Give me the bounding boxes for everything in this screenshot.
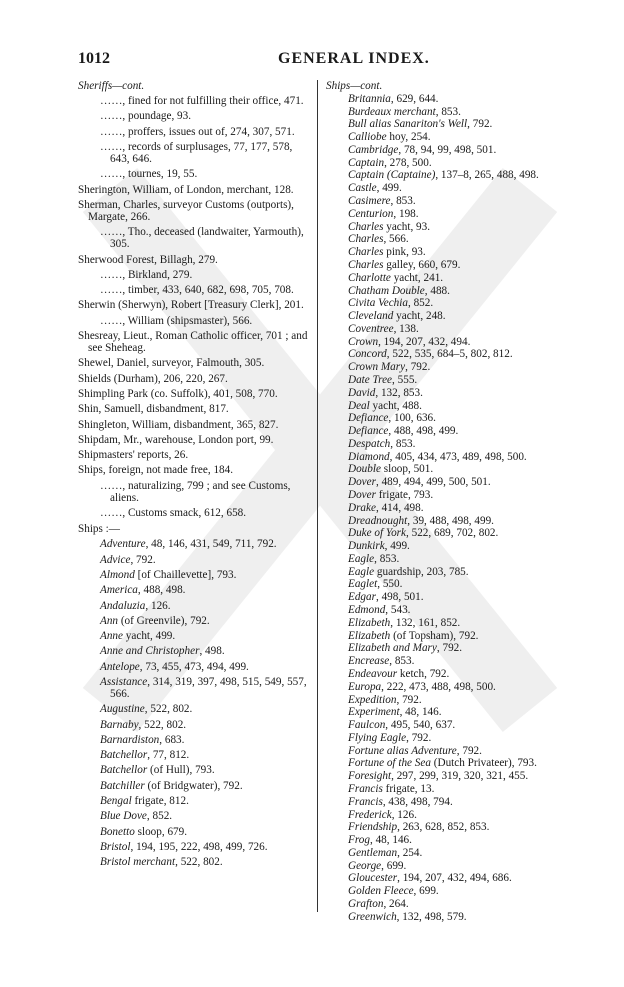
index-entry: Shesreay, Lieut., Roman Catholic officer, 701 ; and see Sheheag. — [78, 330, 308, 355]
ship-references: , 853. — [390, 437, 416, 450]
ship-references: , 522, 802. — [175, 856, 223, 869]
ship-entry — [326, 630, 552, 642]
ship-entry — [326, 655, 552, 667]
ship-name: Anne — [100, 630, 123, 643]
column-divider — [317, 80, 318, 912]
ship-name: Fortune of the Sea — [348, 757, 431, 770]
index-entry: Sherman, Charles, surveyor Customs (outports), Margate, 266. — [78, 198, 294, 223]
ship-references: galley, 660, 679. — [383, 258, 461, 271]
ship-name: Advice — [100, 553, 131, 566]
ship-entry — [78, 569, 310, 581]
ship-references: , 522, 802. — [138, 718, 187, 731]
ship-entry — [326, 885, 552, 897]
ship-name: Eagle — [348, 552, 375, 565]
ship-name: Captain (Captaine) — [348, 169, 436, 182]
ship-references: , 278, 500. — [384, 156, 432, 169]
index-entry: Shields (Durham), 206, 220, 267. — [78, 372, 228, 385]
ship-entry — [326, 668, 552, 680]
ship-references: , 495, 540, 637. — [385, 719, 456, 732]
ship-entry — [326, 706, 552, 718]
ship-references: yacht, 93. — [383, 220, 431, 233]
ship-entry — [326, 796, 552, 808]
ship-entry — [326, 387, 552, 399]
ship-name: Antelope — [100, 660, 140, 673]
ship-references: , 194, 207, 432, 494. — [378, 335, 471, 348]
ship-name: Encrease — [348, 655, 390, 668]
ship-references: (of Hull), 793. — [147, 764, 215, 777]
index-entry: ……, William (shipsmaster), 566. — [100, 314, 253, 327]
ship-references: , 566. — [383, 233, 409, 246]
ship-entry — [326, 821, 552, 833]
ship-name: Date Tree — [348, 373, 393, 386]
ship-references: , 132, 853. — [375, 386, 423, 399]
ship-references: , 852. — [146, 810, 173, 823]
ship-references: , 100, 636. — [388, 412, 436, 425]
ship-references: , 792. — [406, 731, 432, 744]
ship-entry — [326, 834, 552, 846]
ship-entry — [326, 642, 552, 654]
ship-references: , 853. — [390, 195, 416, 208]
index-entry: ……, Customs smack, 612, 658. — [100, 507, 247, 520]
ship-entry — [326, 694, 552, 706]
ship-references: yacht, 488. — [369, 399, 422, 412]
ship-name: Bristol merchant — [100, 856, 176, 869]
ship-name: Charles — [348, 220, 384, 233]
index-entry: Ships, foreign, not made free, 184. — [78, 464, 234, 477]
ship-references: , 132, 498, 579. — [396, 910, 467, 923]
ship-name: Dover — [348, 476, 376, 489]
ship-name: Europa — [348, 680, 382, 693]
ship-references: , 77, 812. — [147, 749, 190, 762]
ship-name: Blue Dove — [100, 810, 147, 823]
ship-references: , 263, 628, 852, 853. — [397, 821, 490, 834]
ship-references: frigate, 13. — [382, 782, 435, 795]
ship-references: , 314, 319, 397, 498, 515, 549, 557, 566. — [110, 675, 307, 701]
ship-name: Defiance — [348, 425, 389, 438]
ship-entry — [326, 898, 552, 910]
index-entry: ……, Birkland, 279. — [100, 268, 193, 281]
ship-entry — [326, 872, 552, 884]
ship-references: , 254. — [397, 846, 423, 859]
ship-references: , 39, 488, 498, 499. — [407, 514, 494, 527]
ship-references: , 699. — [381, 859, 407, 872]
ship-name: Diamond — [348, 450, 390, 463]
ship-entry — [326, 515, 552, 527]
left-entries — [78, 95, 310, 535]
ship-entry — [326, 348, 552, 360]
ship-entry — [78, 703, 310, 715]
ship-name: Captain — [348, 156, 385, 169]
ship-entry — [78, 661, 310, 673]
ship-entry — [326, 246, 552, 258]
ship-references: , 137–8, 265, 488, 498. — [435, 169, 539, 182]
ship-entry — [326, 911, 552, 923]
ship-references: , 405, 434, 473, 489, 498, 500. — [389, 450, 527, 463]
ship-entry — [326, 233, 552, 245]
ship-references: , 699. — [413, 885, 439, 898]
ship-entry — [326, 131, 552, 143]
ship-name: Grafton — [348, 898, 384, 910]
ship-name: Gentleman — [348, 846, 398, 859]
ship-references: , 522, 689, 702, 802. — [406, 527, 499, 540]
ship-name: Defiance — [348, 412, 389, 425]
ship-name: Bristol — [100, 840, 131, 853]
ship-name: Ann — [100, 614, 119, 627]
ship-entry — [326, 476, 552, 488]
ship-entry — [326, 323, 552, 335]
ship-name: Francis — [348, 782, 383, 795]
ship-entry — [78, 719, 310, 731]
ship-name: Casimere — [348, 195, 391, 208]
page-number: 1012 — [78, 50, 110, 67]
ship-references: , 488, 498, 499. — [388, 425, 459, 438]
ship-entry — [326, 106, 552, 118]
ship-name: Anne and Christopher — [100, 645, 200, 658]
ship-entry — [326, 617, 552, 629]
ship-entry — [326, 860, 552, 872]
ship-references: , 498, 501. — [375, 591, 424, 604]
ship-entry — [78, 856, 310, 868]
ship-entry — [326, 847, 552, 859]
ship-name: America — [100, 584, 138, 597]
ship-name: Calliobe — [348, 131, 387, 144]
ship-name: Coventree — [348, 322, 394, 335]
ship-name: Edgar — [348, 591, 376, 604]
ship-references: yacht, 499. — [123, 630, 176, 643]
ship-references: , 48, 146. — [369, 834, 412, 847]
ship-name: Flying Eagle — [348, 731, 407, 744]
ship-entry — [326, 527, 552, 539]
index-entry: ……, timber, 433, 640, 682, 698, 705, 708. — [100, 284, 294, 297]
ship-entry — [326, 783, 552, 795]
index-entry: ……, poundage, 93. — [100, 110, 192, 123]
ship-name: Faulcon — [348, 719, 386, 732]
ship-entry — [326, 208, 552, 220]
ship-entry — [326, 221, 552, 233]
ship-name: Duke of York — [348, 527, 407, 540]
ship-entry — [78, 600, 310, 612]
left-column — [78, 80, 310, 871]
ship-references: frigate, 793. — [375, 489, 434, 501]
index-entry: Shipmasters' reports, 26. — [78, 449, 189, 462]
ship-entry — [326, 195, 552, 207]
ship-name: Fortune alias Adventure — [348, 744, 457, 757]
ship-name: Augustine — [100, 703, 145, 716]
ship-references: , 126. — [145, 599, 171, 612]
ship-name: Cleveland — [348, 310, 394, 323]
ship-entry — [78, 734, 310, 746]
ship-entry — [78, 780, 310, 792]
ship-entry — [326, 745, 552, 757]
ship-name: Elizabeth — [348, 629, 391, 642]
ship-references: (Dutch Privateer), 793. — [430, 757, 537, 770]
ship-references: , 126. — [391, 808, 417, 821]
ship-name: Batchiller — [100, 779, 145, 792]
ship-name: Elizabeth and Mary — [348, 642, 437, 655]
ship-entry — [326, 591, 552, 603]
ship-entry — [78, 645, 310, 657]
ship-references: yacht, 248. — [393, 310, 446, 323]
ship-name: Eagle — [348, 565, 375, 578]
ship-name: Crown — [348, 335, 379, 348]
ship-entry — [326, 361, 552, 373]
ship-name: Frederick — [348, 808, 392, 821]
ship-references: , 792. — [396, 693, 422, 706]
ship-references: sloop, 679. — [134, 825, 188, 838]
ship-references: , 488. — [424, 284, 450, 297]
ship-entry — [78, 795, 310, 807]
ship-name: Despatch — [348, 437, 391, 450]
ship-name: Elizabeth — [348, 616, 391, 629]
ship-name: Charlotte — [348, 271, 391, 284]
ship-references: , 297, 299, 319, 320, 321, 455. — [391, 770, 529, 783]
ship-entry — [78, 841, 310, 853]
index-entry: Shipdam, Mr., warehouse, London port, 99. — [78, 433, 274, 446]
index-entry: ……, Tho., deceased (landwaiter, Yarmouth), 305. — [100, 226, 304, 251]
ship-entry — [78, 554, 310, 566]
ship-references: sloop, 501. — [380, 463, 434, 476]
ship-references: , 853. — [374, 552, 400, 565]
ship-name: George — [348, 859, 382, 872]
ship-references: guardship, 203, 785. — [374, 565, 469, 578]
ship-name: Dover — [348, 489, 376, 501]
index-entry: Ships :— — [78, 523, 120, 536]
ship-entry — [326, 553, 552, 565]
ship-entry — [326, 118, 552, 130]
ship-references: , 683. — [159, 733, 185, 746]
ship-name: Francis — [348, 795, 383, 808]
ship-entry — [326, 169, 552, 181]
ship-entry — [326, 400, 552, 412]
ship-entry — [78, 584, 310, 596]
ship-references: , 522, 535, 684–5, 802, 812. — [386, 348, 513, 361]
ship-name: Civita Vechia — [348, 297, 408, 310]
right-column-heading: Ships—cont. — [326, 80, 383, 92]
ship-entry — [326, 809, 552, 821]
ship-entry — [326, 757, 552, 769]
ship-name: Bengal — [100, 795, 132, 807]
ship-references: , 138. — [393, 322, 419, 335]
ship-references: , 543. — [385, 604, 411, 617]
ship-references: ketch, 792. — [397, 667, 450, 680]
ship-entry — [326, 540, 552, 552]
ship-name: Barnardiston — [100, 733, 160, 746]
ship-references: yacht, 241. — [390, 271, 444, 284]
ship-references: , 48, 146, 431, 549, 711, 792. — [145, 538, 277, 551]
page-header — [78, 44, 548, 70]
ship-name: Charles — [348, 246, 384, 259]
ship-entry — [78, 826, 310, 838]
ship-name: Charles — [348, 258, 384, 271]
ship-entry — [326, 259, 552, 271]
left-ship-list — [78, 538, 310, 868]
ship-entry — [326, 285, 552, 297]
ship-entry — [78, 810, 310, 822]
ship-references: , 414, 498. — [375, 501, 424, 514]
ship-name: Expedition — [348, 693, 397, 706]
ship-entry — [78, 615, 310, 627]
ship-references: , 198. — [393, 207, 419, 220]
ship-name: Almond — [100, 568, 135, 581]
ship-name: Adventure — [100, 538, 146, 551]
ship-entry — [326, 336, 552, 348]
ship-entry — [326, 272, 552, 284]
ship-name: Barnaby — [100, 718, 139, 731]
ship-references: , 194, 207, 432, 494, 686. — [397, 872, 512, 885]
ship-name: Friendship — [348, 821, 398, 834]
ship-entry — [326, 93, 552, 105]
ship-references: , 499. — [384, 540, 410, 553]
ship-name: Endeavour — [348, 667, 398, 680]
ship-name: Charles — [348, 233, 384, 246]
index-entry: ……, records of surplusages, 77, 177, 578, 643, 646. — [100, 140, 293, 166]
index-entry: ……, fined for not fulfilling their office, 471. — [100, 95, 304, 108]
ship-entry — [78, 676, 310, 700]
ship-references: , 498. — [199, 645, 225, 658]
ship-name: Britannia — [348, 92, 391, 105]
ship-references: , 792. — [467, 118, 493, 131]
ship-entry — [326, 578, 552, 590]
ship-entry — [326, 144, 552, 156]
right-column — [326, 80, 552, 924]
ship-references: , 78, 94, 99, 498, 501. — [398, 143, 497, 156]
ship-entry — [326, 438, 552, 450]
ship-entry — [326, 412, 552, 424]
ship-name: Experiment — [348, 706, 400, 719]
ship-name: Concord — [348, 348, 387, 361]
right-ship-list — [326, 93, 552, 923]
ship-references: (of Greenvile), 792. — [118, 614, 210, 627]
ship-name: Chatham Double — [348, 284, 425, 297]
ship-references: , 48, 146. — [399, 706, 442, 719]
ship-entry — [326, 719, 552, 731]
ship-name: Drake — [348, 501, 376, 514]
ship-name: David — [348, 386, 376, 399]
ship-name: Double — [348, 463, 381, 476]
ship-references: , 852. — [407, 297, 434, 310]
ship-name: Dreadnought — [348, 514, 408, 527]
ship-references: [of Chaillevette], 793. — [134, 568, 237, 581]
ship-references: , 555. — [392, 373, 418, 386]
index-entry: Sherington, William, of London, merchant, 128. — [78, 183, 294, 196]
ship-entry — [326, 770, 552, 782]
ship-name: Cambridge — [348, 143, 399, 156]
ship-name: Bull alias Sanariton's Well — [348, 118, 468, 131]
index-entry: Shingleton, William, disbandment, 365, 827. — [78, 418, 279, 431]
index-entry: Sherwood Forest, Billagh, 279. — [78, 253, 218, 266]
ship-references: , 489, 494, 499, 500, 501. — [375, 476, 491, 489]
ship-entry — [326, 310, 552, 322]
ship-name: Edmond — [348, 604, 386, 617]
ship-name: Burdeaux merchant — [348, 105, 436, 118]
ship-name: Batchellor — [100, 749, 148, 762]
ship-name: Crown Mary — [348, 361, 406, 374]
ship-entry — [326, 297, 552, 309]
ship-entry — [326, 604, 552, 616]
ship-entry — [326, 182, 552, 194]
ship-references: (of Bridgwater), 792. — [144, 779, 243, 792]
ship-name: Assistance — [100, 675, 148, 688]
running-title: GENERAL INDEX. — [278, 50, 430, 67]
ship-name: Eaglet — [348, 578, 378, 591]
ship-entry — [326, 451, 552, 463]
ship-references: , 792. — [405, 361, 431, 374]
ship-entry — [78, 538, 310, 550]
ship-entry — [78, 764, 310, 776]
ship-entry — [78, 749, 310, 761]
ship-entry — [326, 502, 552, 514]
ship-references: , 792. — [130, 553, 156, 566]
ship-references: , 438, 498, 794. — [382, 795, 453, 808]
ship-name: Batchellor — [100, 764, 148, 777]
ship-name: Dunkirk — [348, 540, 385, 553]
ship-entry — [326, 566, 552, 578]
ship-references: , 792. — [436, 642, 463, 655]
ship-name: Bonetto — [100, 825, 135, 838]
ship-references: , 194, 195, 222, 498, 499, 726. — [130, 840, 268, 853]
ship-references: , 629, 644. — [390, 92, 439, 105]
ship-entry — [326, 157, 552, 169]
index-entry: ……, tournes, 19, 55. — [100, 168, 198, 181]
ship-entry — [326, 463, 552, 475]
ship-name: Frog — [348, 834, 370, 847]
index-entry: Shimpling Park (co. Suffolk), 401, 508, 770. — [78, 387, 278, 400]
ship-references: , 792. — [456, 744, 482, 757]
ship-references: (of Topsham), 792. — [390, 629, 479, 642]
ship-name: Andaluzia — [100, 599, 146, 612]
ship-name: Castle — [348, 182, 377, 195]
ship-references: hoy, 254. — [386, 131, 431, 144]
ship-entry — [326, 681, 552, 693]
index-entry: Sherwin (Sherwyn), Robert [Treasury Clerk], 201. — [78, 299, 304, 312]
ship-entry — [78, 630, 310, 642]
ship-name: Golden Fleece — [348, 885, 414, 898]
ship-references: , 499. — [376, 182, 402, 195]
ship-references: , 522, 802. — [144, 703, 193, 716]
index-entry: Shin, Samuell, disbandment, 817. — [78, 403, 229, 416]
ship-entry — [326, 425, 552, 437]
ship-name: Deal — [348, 399, 370, 412]
index-entry: ……, naturalizing, 799 ; and see Customs, aliens. — [100, 479, 291, 504]
ship-references: frigate, 812. — [131, 795, 189, 807]
ship-name: Gloucester — [348, 872, 398, 885]
ship-references: , 73, 455, 473, 494, 499. — [139, 660, 249, 673]
ship-entry — [326, 732, 552, 744]
ship-references: , 488, 498. — [137, 584, 186, 597]
ship-references: , 853. — [389, 655, 415, 668]
ship-entry — [326, 489, 552, 501]
ship-references: , 853. — [435, 105, 461, 118]
index-entry: Shewel, Daniel, surveyor, Falmouth, 305. — [78, 357, 265, 370]
ship-references: pink, 93. — [383, 246, 426, 259]
left-column-heading: Sheriffs—cont. — [78, 80, 145, 92]
ship-references: , 550. — [377, 578, 403, 591]
ship-name: Foresight — [348, 770, 392, 783]
ship-references: , 132, 161, 852. — [390, 616, 461, 629]
index-entry: ……, proffers, issues out of, 274, 307, 571. — [100, 125, 295, 138]
ship-name: Centurion — [348, 207, 394, 220]
ship-references: , 222, 473, 488, 498, 500. — [381, 680, 496, 693]
ship-references: , 264. — [383, 898, 409, 910]
ship-name: Greenwich — [348, 910, 397, 923]
ship-entry — [326, 374, 552, 386]
